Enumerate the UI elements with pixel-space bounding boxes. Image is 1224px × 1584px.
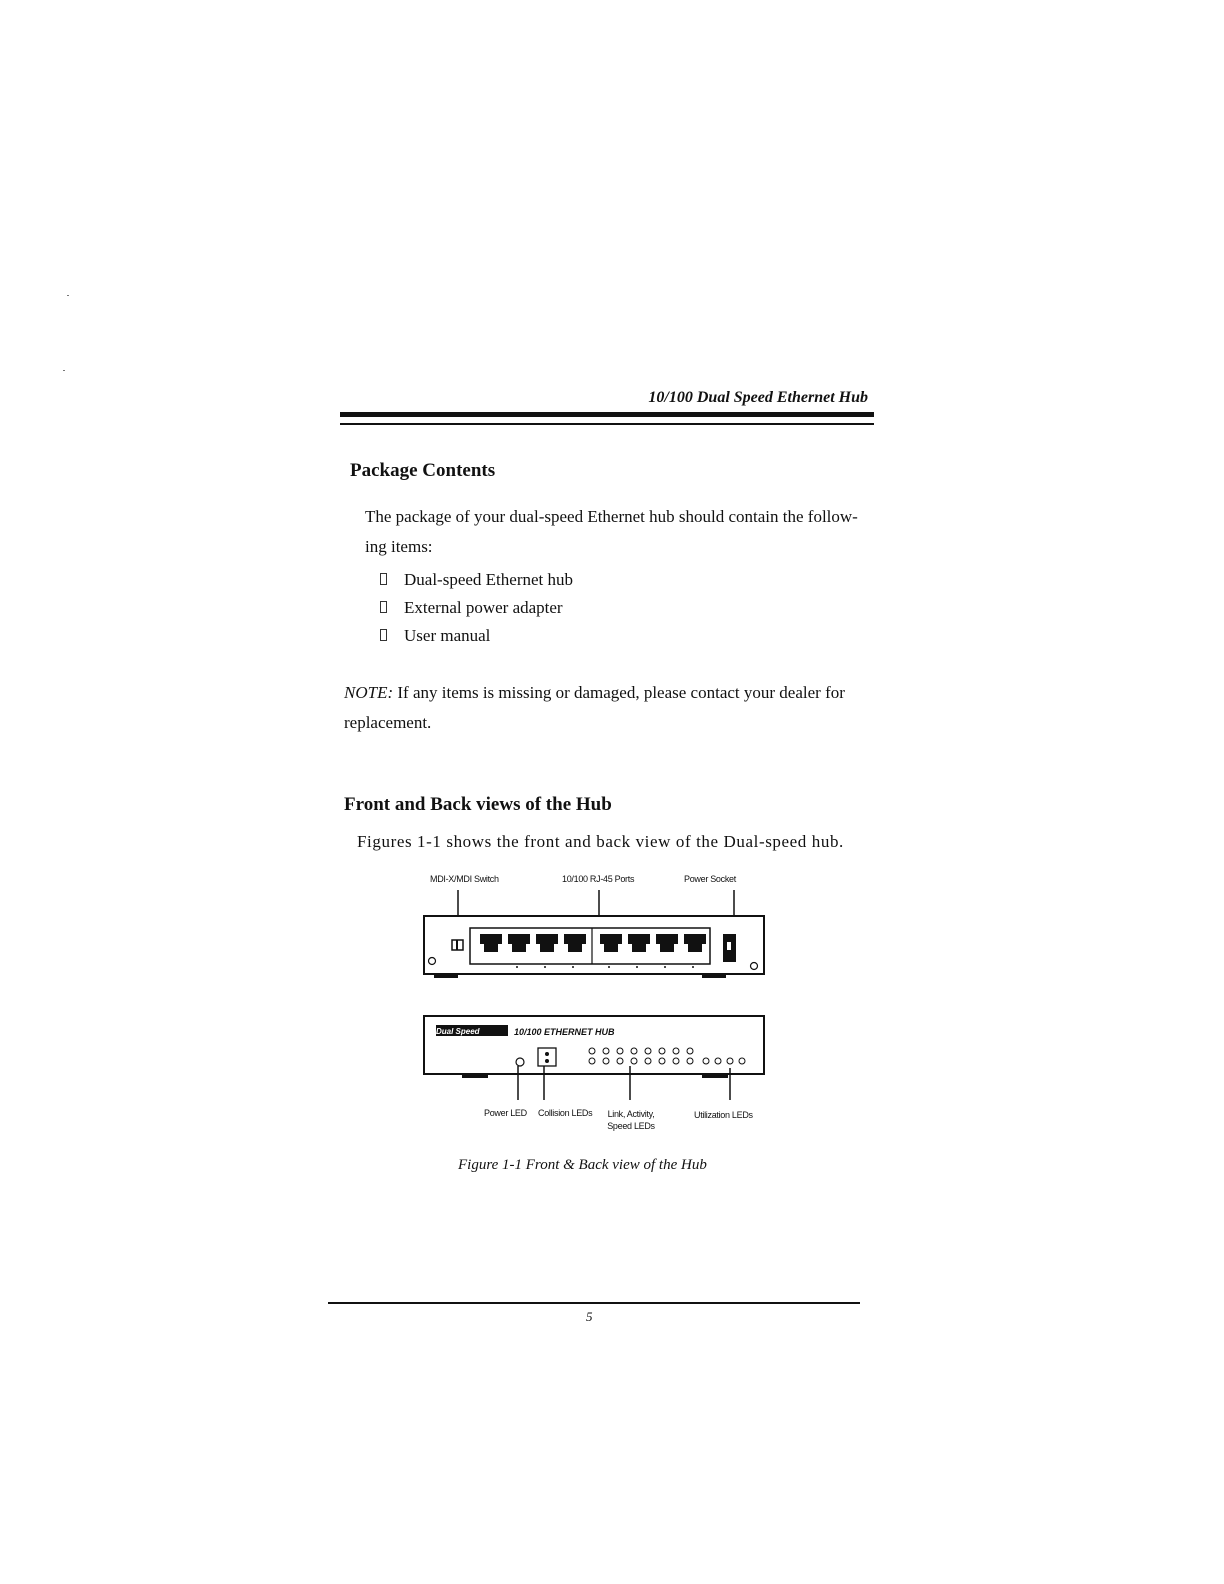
package-item-list bbox=[380, 566, 573, 650]
label-mdi-switch: MDI-X/MDI Switch bbox=[430, 874, 499, 884]
note-paragraph bbox=[344, 678, 884, 738]
hub-front-panel bbox=[424, 1016, 764, 1078]
header-rule-thick bbox=[340, 412, 874, 417]
label-collision-leds: Collision LEDs bbox=[538, 1108, 593, 1118]
note-text: If any items is missing or damaged, please contact your dealer for replacement. bbox=[344, 683, 845, 732]
scan-speck bbox=[63, 370, 65, 371]
running-header: 10/100 Dual Speed Ethernet Hub bbox=[648, 389, 868, 406]
list-item: Dual-speed Ethernet hub bbox=[380, 566, 573, 594]
hub-front-back-diagram bbox=[420, 888, 770, 1103]
label-link-activity-speed-leds: Link, Activity, Speed LEDs bbox=[607, 1109, 655, 1131]
header-rule-thin bbox=[340, 423, 874, 425]
front-back-views-intro: Figures 1-1 shows the front and back view of the Dual-speed hub. bbox=[357, 832, 844, 851]
label-power-socket: Power Socket bbox=[684, 874, 736, 884]
brand-badge-text: Dual Speed bbox=[436, 1027, 480, 1036]
figure-caption: Figure 1-1 Front & Back view of the Hub bbox=[458, 1157, 707, 1173]
page-number: 5 bbox=[586, 1309, 593, 1324]
hub-back-panel bbox=[424, 916, 764, 978]
checkbox-bullet-icon bbox=[380, 573, 387, 585]
model-text: 10/100 ETHERNET HUB bbox=[514, 1027, 615, 1037]
label-utilization-leds: Utilization LEDs bbox=[694, 1110, 753, 1120]
footer-rule bbox=[328, 1302, 860, 1304]
note-label: NOTE: bbox=[344, 683, 394, 702]
label-power-led: Power LED bbox=[484, 1108, 527, 1118]
scan-speck bbox=[67, 295, 69, 296]
checkbox-bullet-icon bbox=[380, 629, 387, 641]
checkbox-bullet-icon bbox=[380, 601, 387, 613]
list-item: External power adapter bbox=[380, 594, 573, 622]
front-back-views-heading: Front and Back views of the Hub bbox=[344, 794, 612, 815]
package-contents-heading: Package Contents bbox=[350, 460, 496, 481]
label-rj45-ports: 10/100 RJ-45 Ports bbox=[562, 874, 635, 884]
list-item: User manual bbox=[380, 622, 573, 650]
package-contents-intro: The package of your dual-speed Ethernet hub should contain the follow- ing items: bbox=[365, 507, 858, 556]
